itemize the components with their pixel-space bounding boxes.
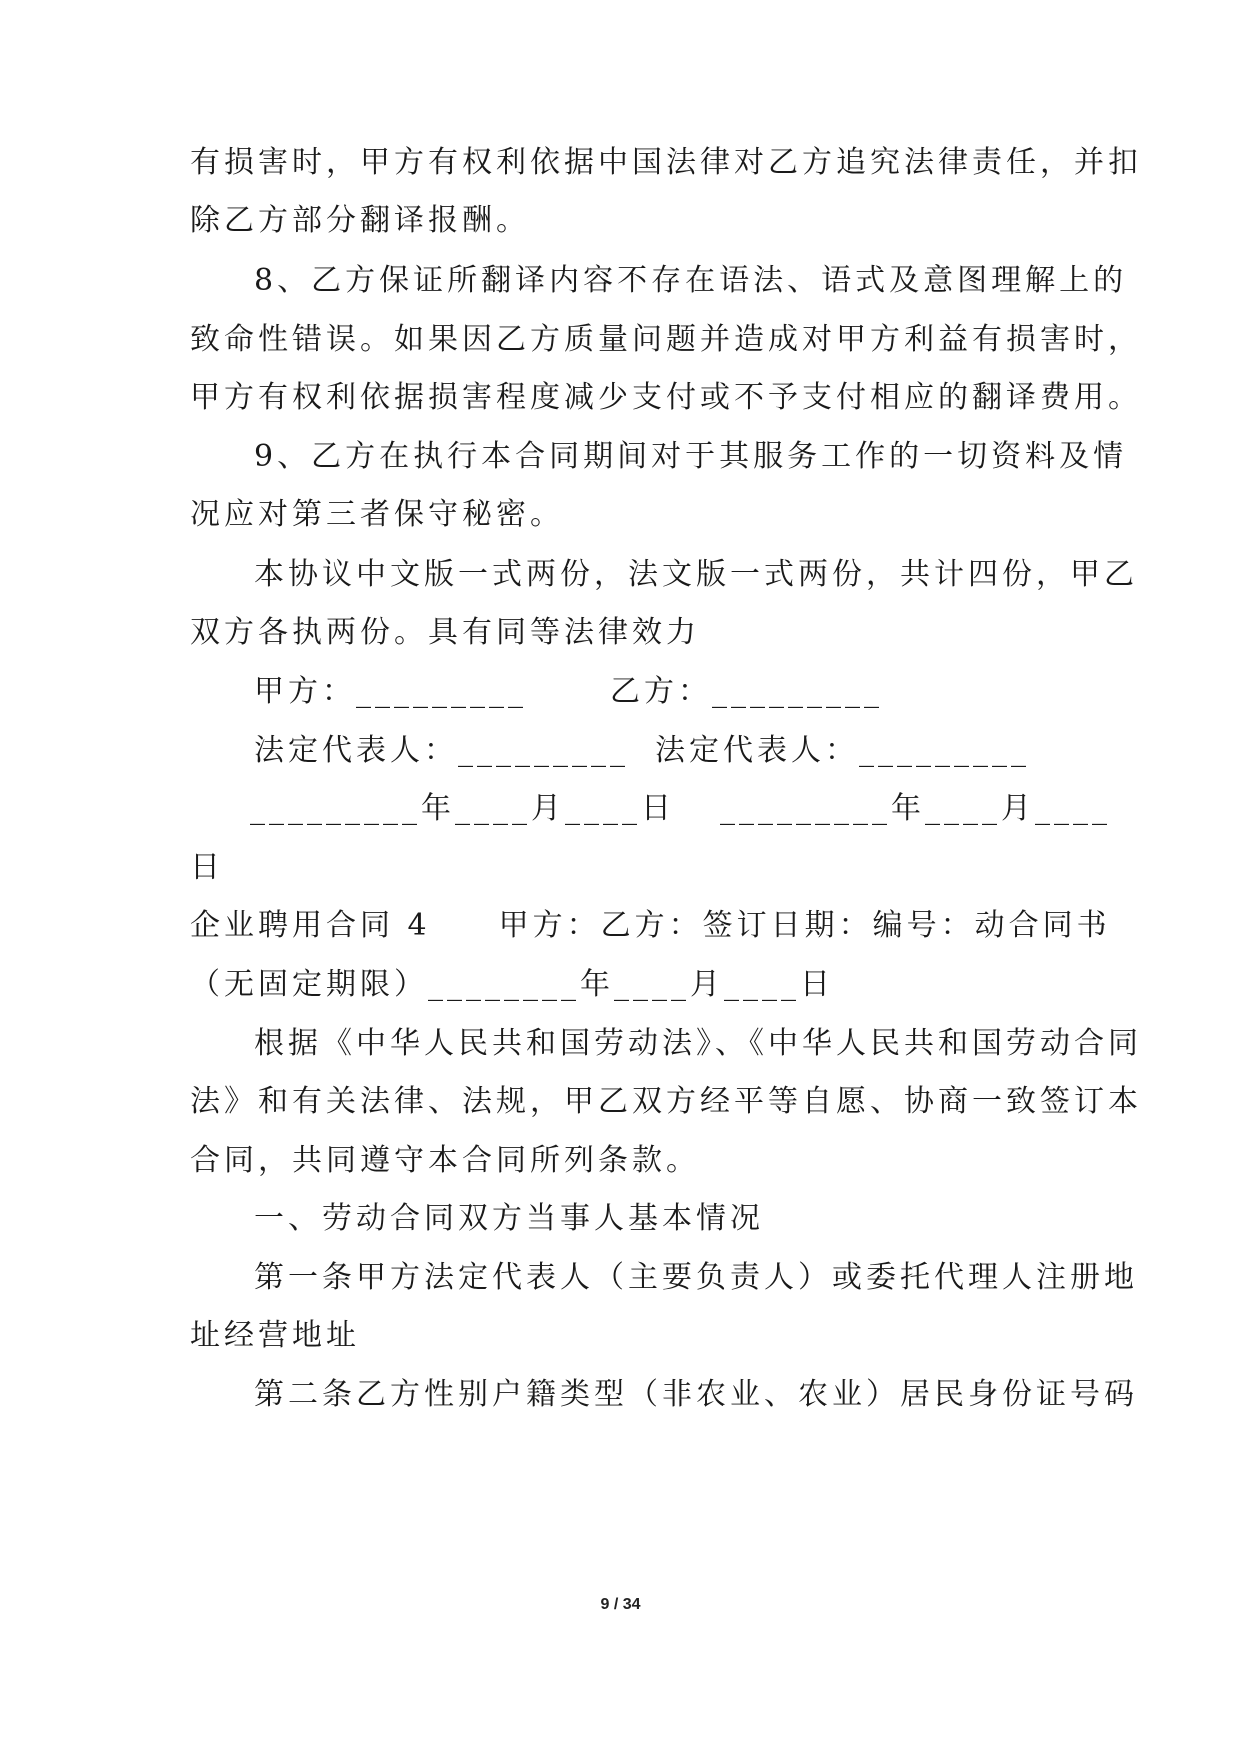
paragraph-line: 除乙方部分翻译报酬。 [190, 203, 530, 238]
paragraph-line: 有损害时，甲方有权利依据中国法律对乙方追究法律责任，并扣 [190, 145, 1142, 180]
paragraph-line: 址经营地址 [190, 1318, 360, 1353]
paragraph-line: 致命性错误。如果因乙方质量问题并造成对甲方利益有损害时， [190, 322, 1142, 357]
paragraph-line: 法》和有关法律、法规，甲乙双方经平等自愿、协商一致签订本 [190, 1084, 1142, 1119]
party-a-representative: 法定代表人：_________ [254, 733, 629, 768]
contract-term: （无固定期限）________年____月____日 [190, 967, 834, 1002]
paragraph-line: 根据《中华人民共和国劳动法》、《中华人民共和国劳动合同 [254, 1026, 1142, 1061]
party-b-signature: 乙方：_________ [610, 674, 883, 709]
party-b-representative: 法定代表人：_________ [655, 733, 1030, 768]
party-b-date: _________年____月____ [720, 791, 1111, 826]
section-heading: 一、劳动合同双方当事人基本情况 [254, 1201, 764, 1236]
party-a-date: _________年____月____日 [250, 791, 675, 826]
paragraph-line: 况应对第三者保守秘密。 [190, 497, 564, 532]
paragraph-line: 甲方有权利依据损害程度减少支付或不予支付相应的翻译费用。 [190, 380, 1142, 415]
paragraph-line: 本协议中文版一式两份，法文版一式两份，共计四份，甲乙 [254, 557, 1138, 592]
paragraph-line: 合同，共同遵守本合同所列条款。 [190, 1143, 700, 1178]
party-a-signature: 甲方：_________ [254, 674, 527, 709]
paragraph-line: 第二条乙方性别户籍类型（非农业、农业）居民身份证号码 [254, 1377, 1138, 1412]
paragraph-line: 9、乙方在执行本合同期间对于其服务工作的一切资料及情 [254, 439, 1128, 474]
party-b-date-wrap: 日 [190, 850, 224, 885]
paragraph-line: 第一条甲方法定代表人（主要负责人）或委托代理人注册地 [254, 1260, 1138, 1295]
paragraph-line: 双方各执两份。具有同等法律效力 [190, 615, 700, 650]
paragraph-line: 8、乙方保证所翻译内容不存在语法、语式及意图理解上的 [254, 263, 1128, 298]
page-number: 9 / 34 [600, 1596, 641, 1613]
contract-heading: 企业聘用合同 4 甲方：乙方：签订日期：编号：动合同书 [190, 908, 1111, 943]
